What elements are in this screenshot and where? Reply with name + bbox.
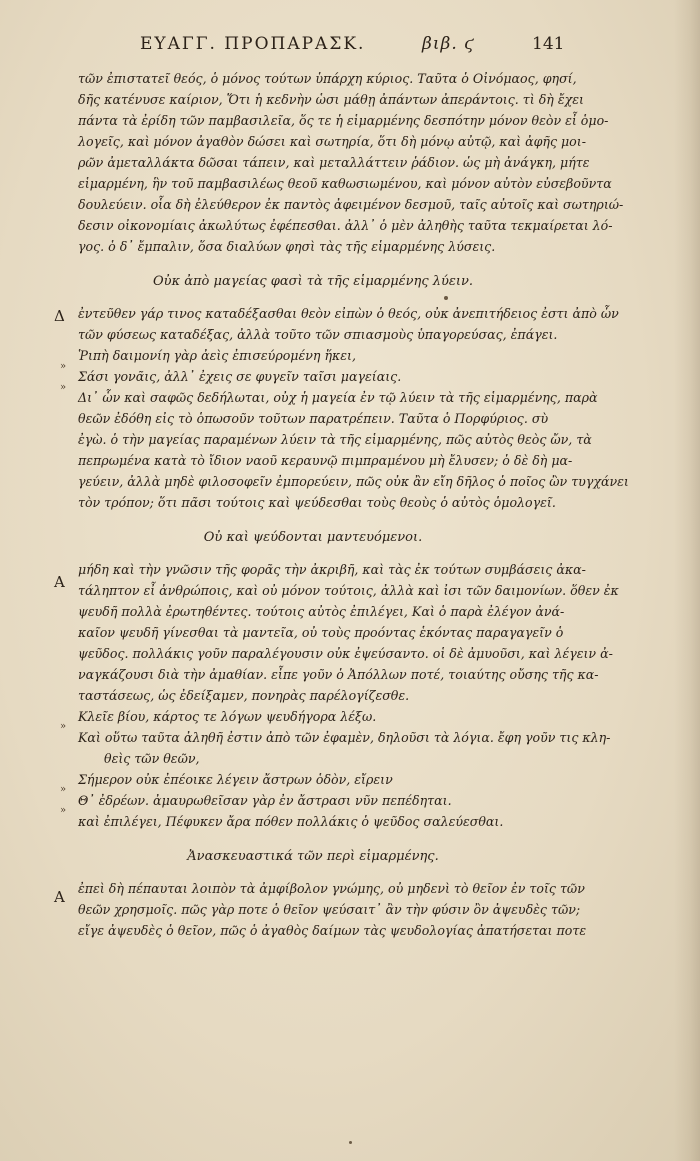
text-line: τῶν φύσεως καταδέξας, ἀλλὰ τοῦτο τῶν σπιασμοὺς ὑπαγορεύσας, ἐπάγει. [78,327,558,342]
text-line: θεῶν ἐδόθη εἰς τὸ ὁπωσοῦν τοῦτων παρατρέπειν. Ταῦτα ὁ Πορφύριος. σὺ [78,411,549,426]
paragraph-4 [78,878,587,941]
text-line: θεῶν χρησμοῖς. πῶς γὰρ ποτε ὁ θεῖον ψεύσαιτ᾽ ἂν τὴν φύσιν ὂν ἀψευδὲς τῶν; [78,902,581,917]
quote-mark: » [60,805,67,816]
ink-speck [349,1141,352,1144]
text-line: δῆς κατένυσε καίριον, Ὅτι ἡ κεδνὴν ὡσι μάθῃ ἀπάντων ἀπεράντοις. τὶ δὴ ἔχει [78,92,584,107]
text-line: καῖον ψευδῆ γίνεσθαι τὰ μαντεῖα, οὐ τοὺς προόντας ἑκόντας παραγαγεῖν ὁ [78,625,564,640]
running-title: ΕΥΑΓΓ. ΠΡΟΠΑΡΑΣΚ. [140,34,366,54]
verse-line: Θ᾽ ἐδρέων. ἀμαυρωθεῖσαν γὰρ ἐν ἄστρασι νῦν πεπέδηται. [78,793,452,808]
text-line: ρῶν ἀμεταλλάκτα δῶσαι τάπειν, καὶ μεταλλάττειν ῥάδιον. ὡς μὴ ἀνάγκη, μήτε [78,155,590,170]
verse-line: Σάσι γονᾶις, ἀλλ᾽ ἐχεις σε φυγεῖν ταῖσι μαγείαις. [78,369,402,384]
page-number: 141 [532,34,565,54]
text-line: ἐντεῦθεν γάρ τινος καταδέξασθαι θεὸν εἰπὼν ὁ θεός, οὐκ ἀνεπιτήδειος ἐστι ἀπὸ ὧν [78,306,619,321]
margin-marker: Α [54,888,65,906]
text-line: ψευδῆ πολλὰ ἐρωτηθέντες. τούτοις αὐτὸς ἐπιλέγει, Καὶ ὁ παρὰ ἐλέγον ἀνά- [78,604,565,619]
text-line: λογεῖς, καὶ μόνον ἀγαθὸν δώσει καὶ σωτηρία, ὅτι δὴ μόνῳ αὐτῷ, καὶ ἀφῆς μοι- [78,134,586,149]
text-line: γος. ὁ δ᾽ ἔμπαλιν, ὅσα διαλύων φησὶ τὰς τῆς εἱμαρμένης λύσεις. [78,239,496,254]
verse-line: Ῥιπὴ δαιμονίη γὰρ ἀεὶς ἐπισεύρομένη ἥκει, [78,348,356,363]
page-edge-shadow [674,0,700,1161]
quote-mark: » [60,784,67,795]
paragraph-1 [78,68,624,257]
text-line: μήδη καὶ τὴν γνῶσιν τῆς φορᾶς τὴν ἀκριβῆ, καὶ τὰς ἐκ τούτων συμβάσεις ἀκα- [78,562,586,577]
book-signature: βιβ. ϛ [422,34,475,54]
section-heading: Ἀνασκευαστικά τῶν περὶ εἱμαρμένης. [187,849,439,864]
running-header [140,34,580,60]
margin-marker: Δ [54,307,65,325]
margin-marker: Α [54,573,65,591]
section-heading: Οὐ καὶ ψεύδονται μαντευόμενοι. [203,530,423,545]
text-line: ἐπεὶ δὴ πέπαυται λοιπὸν τὰ ἀμφίβολον γνώμης, οὐ μηδενὶ τὸ θεῖον ἐν τοῖς τῶν [78,881,585,896]
text-line: ναγκάζουσι διὰ τὴν ἀμαθίαν. εἶπε γοῦν ὁ Ἀπόλλων ποτέ, τοιαύτης οὔσης τῆς κα- [78,667,599,682]
verse-line: Σήμερον οὐκ ἐπέοικε λέγειν ἄστρων ὁδὸν, εἴρειν [78,772,393,787]
body-text [78,68,629,941]
text-line: εἴγε ἀψευδὲς ὁ θεῖον, πῶς ὁ ἀγαθὸς δαίμων τὰς ψευδολογίας ἀπατήσεται ποτε [78,923,587,938]
text-line: ἐγὼ. ὁ τὴν μαγείας παραμένων λύειν τὰ τῆς εἱμαρμένης, πῶς αὐτὸς θεὸς ὤν, τὰ [78,432,592,447]
text-line: τῶν ἐπιστατεῖ θεός, ὁ μόνος τούτων ὑπάρχη κύριος. Ταῦτα ὁ Οἰνόμαος, φησί, [78,71,577,86]
text-line: καὶ ἐπιλέγει, Πέφυκεν ἄρα πόθεν πολλάκις ὁ ψεῦδος σαλεύεσθαι. [78,814,504,829]
text-line: τάληπτον εἶ ἀνθρώποις, καὶ οὐ μόνον τούτοις, ἀλλὰ καὶ ἰσι τῶν δαιμονίων. ὅθεν ἐκ [78,583,619,598]
quote-mark: » [60,382,67,393]
text-line: ψεῦδος. πολλάκις γοῦν παραλέγουσιν οὐκ ἐψεύσαντο. οἱ δὲ ἀμυοῦσι, καὶ λέγειν ἀ- [78,646,613,661]
paragraph-2 [78,303,629,513]
text-line: ταστάσεως, ὡς ἐδείξαμεν, πονηρὰς παρέλογίζεσθε. [78,688,410,703]
text-line: δουλεύειν. οἷα δὴ ἐλεύθερον ἐκ παντὸς ἀφειμένον δεσμοῦ, ταῖς αὐτοῖς καὶ σωτηριώ- [78,197,624,212]
text-line: γεύειν, ἀλλὰ μηδὲ φιλοσοφεῖν ἐμπορεύειν, πῶς οὐκ ἂν εἴη δῆλος ὁ ποῖος ὢν τυγχάνει [78,474,629,489]
text-line: θεὶς τῶν θεῶν, [104,751,200,766]
paragraph-3 [78,559,619,832]
text-line: πεπρωμένα κατὰ τὸ ἴδιον ναοῦ κεραυνῷ πιμπραμένου μὴ ἔλυσεν; ὁ δὲ δὴ μα- [78,453,573,468]
text-line: δεσιν οἰκονομίαις ἀκωλύτως ἐφέπεσθαι. ἀλλ᾽ ὁ μὲν ἀληθὴς ταῦτα τεκμαίρεται λό- [78,218,613,233]
text-line: τὸν τρόπον; ὅτι πᾶσι τούτοις καὶ ψεύδεσθαι τοὺς θεοὺς ὁ αὐτὸς ὁμολογεῖ. [78,495,556,510]
quote-mark: » [60,721,67,732]
verse-line: Κλεῖε βίου, κάρτος τε λόγων ψευδήγορα λέξω. [78,709,377,724]
section-heading: Οὐκ ἀπὸ μαγείας φασὶ τὰ τῆς εἱμαρμένης λύειν. [153,274,473,289]
text-line: Δι᾽ ὧν καὶ σαφῶς δεδήλωται, οὐχ ἡ μαγεία ἐν τῷ λύειν τὰ τῆς εἱμαρμένης, παρὰ [78,390,598,405]
text-line: πάντα τὰ ἐρίδη τῶν παμβασιλεῖα, ὅς τε ἡ εἱμαρμένης δεσπότην μόνον θεὸν εἶ ὁμο- [78,113,609,128]
text-line: εἱμαρμένη, ἣν τοῦ παμβασιλέως θεοῦ καθωσιωμένου, καὶ μόνον αὐτὸν εὐσεβοῦντα [78,176,612,191]
quote-mark: » [60,361,67,372]
text-line: Καὶ οὕτω ταῦτα ἀληθῆ ἐστιν ἀπὸ τῶν ἐφαμὲν, δηλοῦσι τὰ λόγια. ἔφη γοῦν τις κλη- [78,730,611,745]
